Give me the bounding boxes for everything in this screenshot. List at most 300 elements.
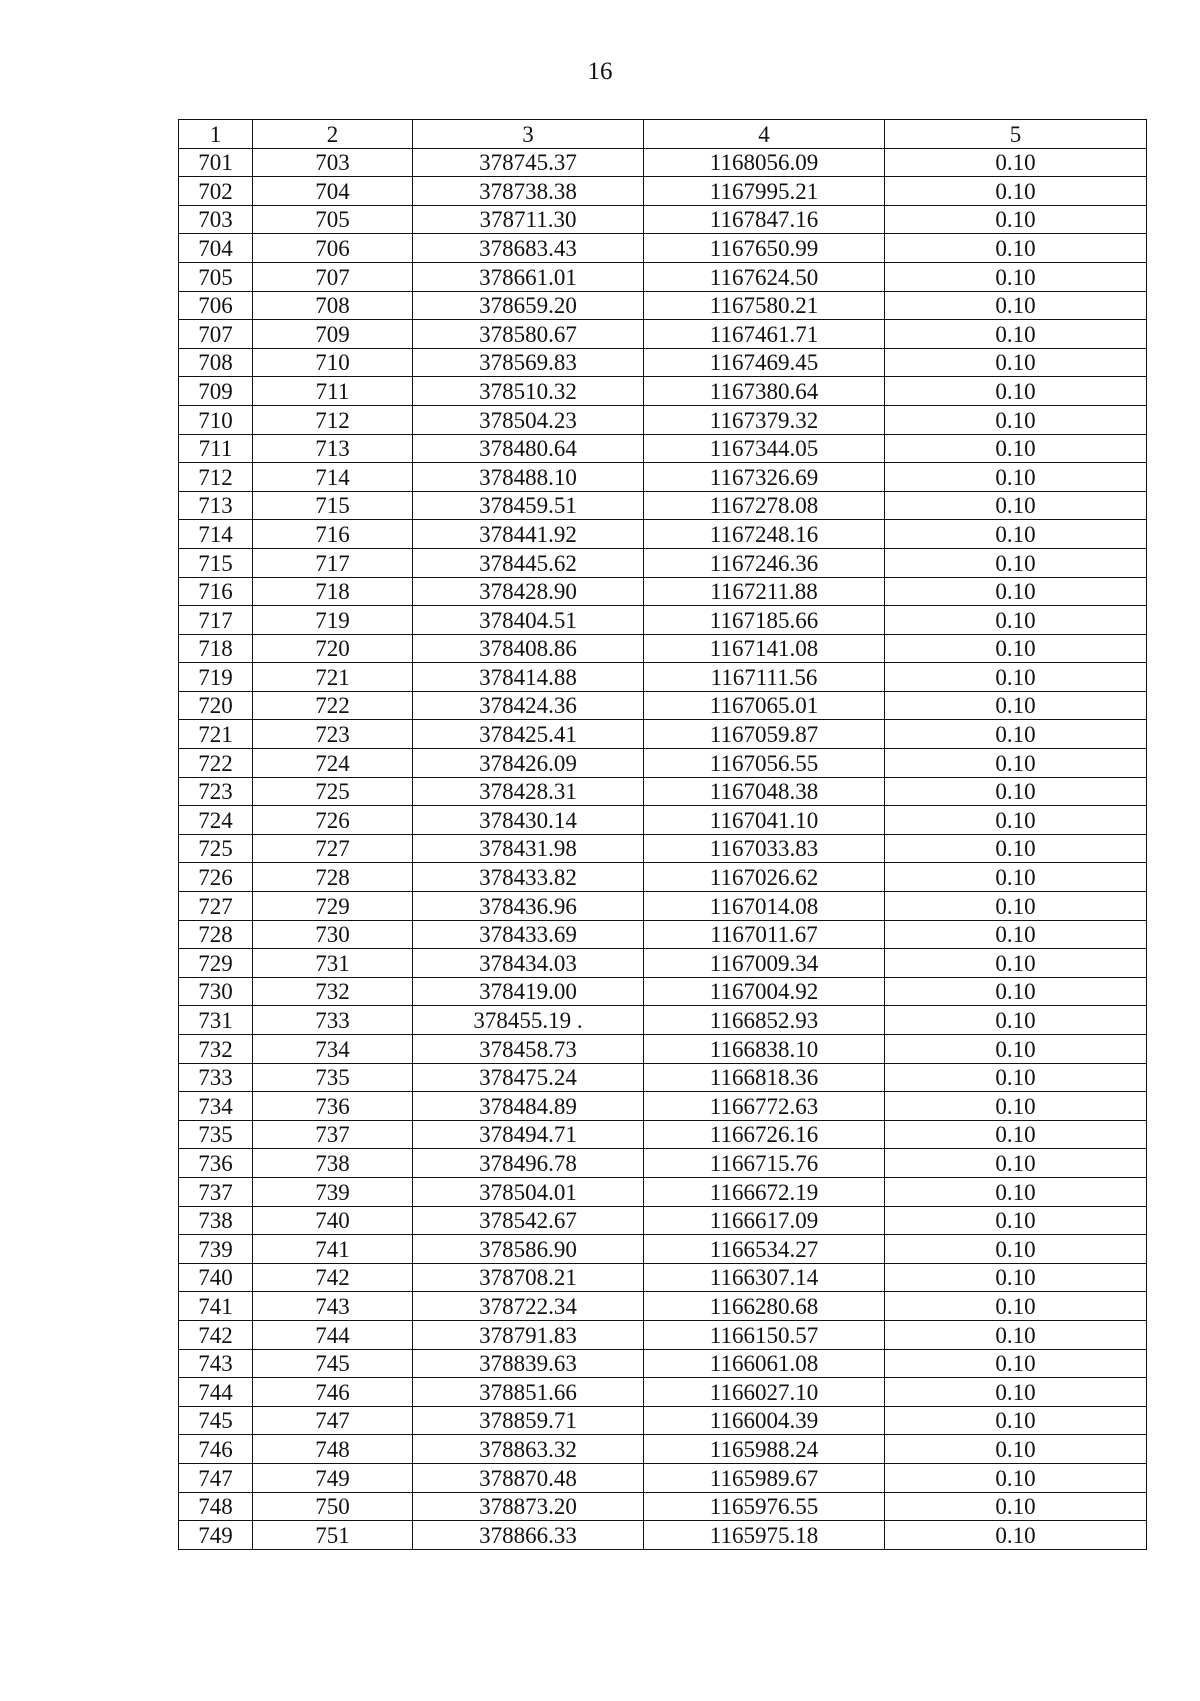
cell-row-number: 742 — [179, 1320, 253, 1349]
cell-x-coordinate: 378866.33 — [413, 1521, 644, 1550]
cell-row-number: 715 — [179, 548, 253, 577]
cell-row-number: 718 — [179, 634, 253, 663]
table-row — [179, 491, 1147, 520]
cell-y-coordinate: 1166726.16 — [644, 1120, 885, 1149]
cell-accuracy: 0.10 — [885, 1435, 1147, 1464]
table-row — [179, 520, 1147, 549]
cell-point-number: 718 — [253, 577, 413, 606]
cell-accuracy: 0.10 — [885, 1463, 1147, 1492]
cell-point-number: 705 — [253, 205, 413, 234]
cell-x-coordinate: 378484.89 — [413, 1092, 644, 1121]
cell-y-coordinate: 1167379.32 — [644, 405, 885, 434]
cell-point-number: 747 — [253, 1406, 413, 1435]
cell-x-coordinate: 378661.01 — [413, 262, 644, 291]
cell-point-number: 707 — [253, 262, 413, 291]
cell-y-coordinate: 1167056.55 — [644, 749, 885, 778]
table-row — [179, 777, 1147, 806]
cell-y-coordinate: 1167847.16 — [644, 205, 885, 234]
cell-x-coordinate: 378414.88 — [413, 663, 644, 692]
cell-y-coordinate: 1166150.57 — [644, 1320, 885, 1349]
cell-point-number: 750 — [253, 1492, 413, 1521]
cell-accuracy: 0.10 — [885, 491, 1147, 520]
cell-row-number: 741 — [179, 1292, 253, 1321]
table-row — [179, 834, 1147, 863]
cell-x-coordinate: 378488.10 — [413, 463, 644, 492]
table-row — [179, 1235, 1147, 1264]
cell-row-number: 744 — [179, 1378, 253, 1407]
cell-accuracy: 0.10 — [885, 892, 1147, 921]
cell-point-number: 742 — [253, 1263, 413, 1292]
cell-accuracy: 0.10 — [885, 205, 1147, 234]
cell-row-number: 738 — [179, 1206, 253, 1235]
table-row — [179, 1521, 1147, 1550]
cell-accuracy: 0.10 — [885, 806, 1147, 835]
cell-x-coordinate: 378708.21 — [413, 1263, 644, 1292]
table-row — [179, 1463, 1147, 1492]
table-row — [179, 577, 1147, 606]
cell-y-coordinate: 1165976.55 — [644, 1492, 885, 1521]
cell-x-coordinate: 378434.03 — [413, 949, 644, 978]
cell-row-number: 731 — [179, 1006, 253, 1035]
column-header-1: 1 — [179, 120, 253, 149]
cell-y-coordinate: 1167461.71 — [644, 320, 885, 349]
cell-x-coordinate: 378683.43 — [413, 234, 644, 263]
cell-row-number: 716 — [179, 577, 253, 606]
cell-y-coordinate: 1166534.27 — [644, 1235, 885, 1264]
cell-y-coordinate: 1167326.69 — [644, 463, 885, 492]
cell-y-coordinate: 1167278.08 — [644, 491, 885, 520]
cell-accuracy: 0.10 — [885, 320, 1147, 349]
table-row — [179, 1120, 1147, 1149]
cell-row-number: 735 — [179, 1120, 253, 1149]
cell-x-coordinate: 378459.51 — [413, 491, 644, 520]
cell-point-number: 744 — [253, 1320, 413, 1349]
cell-point-number: 738 — [253, 1149, 413, 1178]
table-row — [179, 863, 1147, 892]
cell-accuracy: 0.10 — [885, 1035, 1147, 1064]
cell-accuracy: 0.10 — [885, 1149, 1147, 1178]
cell-x-coordinate: 378659.20 — [413, 291, 644, 320]
cell-y-coordinate: 1165989.67 — [644, 1463, 885, 1492]
table-header — [179, 120, 1147, 149]
cell-accuracy: 0.10 — [885, 1378, 1147, 1407]
cell-row-number: 739 — [179, 1235, 253, 1264]
cell-row-number: 712 — [179, 463, 253, 492]
table-row — [179, 348, 1147, 377]
cell-y-coordinate: 1167211.88 — [644, 577, 885, 606]
cell-y-coordinate: 1166061.08 — [644, 1349, 885, 1378]
cell-x-coordinate: 378873.20 — [413, 1492, 644, 1521]
table-row — [179, 691, 1147, 720]
cell-point-number: 727 — [253, 834, 413, 863]
table-row — [179, 548, 1147, 577]
cell-accuracy: 0.10 — [885, 405, 1147, 434]
cell-accuracy: 0.10 — [885, 577, 1147, 606]
cell-row-number: 721 — [179, 720, 253, 749]
table-row — [179, 205, 1147, 234]
cell-x-coordinate: 378419.00 — [413, 977, 644, 1006]
cell-x-coordinate: 378569.83 — [413, 348, 644, 377]
column-header-4: 4 — [644, 120, 885, 149]
cell-y-coordinate: 1167026.62 — [644, 863, 885, 892]
cell-y-coordinate: 1167011.67 — [644, 920, 885, 949]
table-row — [179, 1035, 1147, 1064]
cell-x-coordinate: 378580.67 — [413, 320, 644, 349]
cell-x-coordinate: 378494.71 — [413, 1120, 644, 1149]
cell-x-coordinate: 378458.73 — [413, 1035, 644, 1064]
table-row — [179, 234, 1147, 263]
cell-row-number: 736 — [179, 1149, 253, 1178]
cell-x-coordinate: 378445.62 — [413, 548, 644, 577]
cell-accuracy: 0.10 — [885, 606, 1147, 635]
table-row — [179, 1320, 1147, 1349]
cell-x-coordinate: 378455.19 . — [413, 1006, 644, 1035]
cell-accuracy: 0.10 — [885, 434, 1147, 463]
cell-y-coordinate: 1167344.05 — [644, 434, 885, 463]
cell-accuracy: 0.10 — [885, 1349, 1147, 1378]
cell-x-coordinate: 378404.51 — [413, 606, 644, 635]
cell-accuracy: 0.10 — [885, 1235, 1147, 1264]
table-row — [179, 949, 1147, 978]
cell-x-coordinate: 378863.32 — [413, 1435, 644, 1464]
cell-row-number: 707 — [179, 320, 253, 349]
cell-accuracy: 0.10 — [885, 548, 1147, 577]
cell-y-coordinate: 1166280.68 — [644, 1292, 885, 1321]
cell-accuracy: 0.10 — [885, 520, 1147, 549]
cell-y-coordinate: 1167033.83 — [644, 834, 885, 863]
column-header-3: 3 — [413, 120, 644, 149]
table-row — [179, 892, 1147, 921]
cell-accuracy: 0.10 — [885, 1006, 1147, 1035]
column-header-2: 2 — [253, 120, 413, 149]
table-row — [179, 177, 1147, 206]
cell-x-coordinate: 378791.83 — [413, 1320, 644, 1349]
cell-accuracy: 0.10 — [885, 777, 1147, 806]
cell-y-coordinate: 1167469.45 — [644, 348, 885, 377]
cell-point-number: 736 — [253, 1092, 413, 1121]
cell-point-number: 721 — [253, 663, 413, 692]
cell-accuracy: 0.10 — [885, 1320, 1147, 1349]
cell-point-number: 745 — [253, 1349, 413, 1378]
cell-y-coordinate: 1166838.10 — [644, 1035, 885, 1064]
cell-x-coordinate: 378586.90 — [413, 1235, 644, 1264]
cell-accuracy: 0.10 — [885, 463, 1147, 492]
cell-point-number: 712 — [253, 405, 413, 434]
cell-accuracy: 0.10 — [885, 634, 1147, 663]
cell-y-coordinate: 1166004.39 — [644, 1406, 885, 1435]
cell-accuracy: 0.10 — [885, 177, 1147, 206]
column-header-5: 5 — [885, 120, 1147, 149]
cell-y-coordinate: 1166307.14 — [644, 1263, 885, 1292]
cell-point-number: 719 — [253, 606, 413, 635]
table-row — [179, 262, 1147, 291]
cell-point-number: 710 — [253, 348, 413, 377]
cell-y-coordinate: 1167580.21 — [644, 291, 885, 320]
cell-x-coordinate: 378504.01 — [413, 1177, 644, 1206]
table-row — [179, 749, 1147, 778]
cell-point-number: 728 — [253, 863, 413, 892]
cell-row-number: 708 — [179, 348, 253, 377]
cell-accuracy: 0.10 — [885, 834, 1147, 863]
cell-row-number: 702 — [179, 177, 253, 206]
cell-accuracy: 0.10 — [885, 1292, 1147, 1321]
table-row — [179, 1406, 1147, 1435]
cell-row-number: 734 — [179, 1092, 253, 1121]
cell-y-coordinate: 1165988.24 — [644, 1435, 885, 1464]
cell-y-coordinate: 1166852.93 — [644, 1006, 885, 1035]
cell-accuracy: 0.10 — [885, 291, 1147, 320]
cell-y-coordinate: 1167041.10 — [644, 806, 885, 835]
cell-x-coordinate: 378431.98 — [413, 834, 644, 863]
cell-row-number: 711 — [179, 434, 253, 463]
cell-point-number: 739 — [253, 1177, 413, 1206]
cell-accuracy: 0.10 — [885, 348, 1147, 377]
table-row — [179, 720, 1147, 749]
cell-accuracy: 0.10 — [885, 1521, 1147, 1550]
table-row — [179, 634, 1147, 663]
cell-x-coordinate: 378542.67 — [413, 1206, 644, 1235]
cell-accuracy: 0.10 — [885, 377, 1147, 406]
cell-row-number: 704 — [179, 234, 253, 263]
cell-y-coordinate: 1165975.18 — [644, 1521, 885, 1550]
cell-point-number: 732 — [253, 977, 413, 1006]
cell-x-coordinate: 378839.63 — [413, 1349, 644, 1378]
cell-x-coordinate: 378408.86 — [413, 634, 644, 663]
cell-accuracy: 0.10 — [885, 262, 1147, 291]
cell-y-coordinate: 1167009.34 — [644, 949, 885, 978]
cell-point-number: 704 — [253, 177, 413, 206]
cell-x-coordinate: 378475.24 — [413, 1063, 644, 1092]
cell-accuracy: 0.10 — [885, 920, 1147, 949]
table-row — [179, 405, 1147, 434]
cell-x-coordinate: 378738.38 — [413, 177, 644, 206]
cell-accuracy: 0.10 — [885, 749, 1147, 778]
cell-x-coordinate: 378424.36 — [413, 691, 644, 720]
cell-y-coordinate: 1167380.64 — [644, 377, 885, 406]
table-row — [179, 663, 1147, 692]
cell-y-coordinate: 1166818.36 — [644, 1063, 885, 1092]
cell-point-number: 740 — [253, 1206, 413, 1235]
cell-x-coordinate: 378496.78 — [413, 1149, 644, 1178]
cell-row-number: 737 — [179, 1177, 253, 1206]
cell-point-number: 708 — [253, 291, 413, 320]
cell-point-number: 713 — [253, 434, 413, 463]
cell-point-number: 749 — [253, 1463, 413, 1492]
cell-point-number: 731 — [253, 949, 413, 978]
cell-x-coordinate: 378711.30 — [413, 205, 644, 234]
cell-point-number: 733 — [253, 1006, 413, 1035]
cell-row-number: 714 — [179, 520, 253, 549]
cell-point-number: 716 — [253, 520, 413, 549]
cell-accuracy: 0.10 — [885, 234, 1147, 263]
table-row — [179, 1292, 1147, 1321]
cell-x-coordinate: 378745.37 — [413, 148, 644, 177]
cell-row-number: 745 — [179, 1406, 253, 1435]
cell-accuracy: 0.10 — [885, 863, 1147, 892]
cell-point-number: 703 — [253, 148, 413, 177]
cell-accuracy: 0.10 — [885, 1092, 1147, 1121]
cell-x-coordinate: 378870.48 — [413, 1463, 644, 1492]
cell-accuracy: 0.10 — [885, 720, 1147, 749]
cell-x-coordinate: 378504.23 — [413, 405, 644, 434]
cell-y-coordinate: 1168056.09 — [644, 148, 885, 177]
cell-point-number: 720 — [253, 634, 413, 663]
cell-x-coordinate: 378433.69 — [413, 920, 644, 949]
cell-x-coordinate: 378436.96 — [413, 892, 644, 921]
cell-row-number: 703 — [179, 205, 253, 234]
cell-accuracy: 0.10 — [885, 691, 1147, 720]
table-body — [179, 148, 1147, 1549]
cell-accuracy: 0.10 — [885, 1063, 1147, 1092]
cell-accuracy: 0.10 — [885, 663, 1147, 692]
cell-point-number: 751 — [253, 1521, 413, 1550]
table-row — [179, 977, 1147, 1006]
cell-row-number: 713 — [179, 491, 253, 520]
cell-y-coordinate: 1167111.56 — [644, 663, 885, 692]
cell-y-coordinate: 1166672.19 — [644, 1177, 885, 1206]
cell-y-coordinate: 1167248.16 — [644, 520, 885, 549]
table-row — [179, 1492, 1147, 1521]
table-row — [179, 320, 1147, 349]
cell-row-number: 710 — [179, 405, 253, 434]
cell-point-number: 722 — [253, 691, 413, 720]
cell-row-number: 732 — [179, 1035, 253, 1064]
cell-x-coordinate: 378480.64 — [413, 434, 644, 463]
cell-row-number: 740 — [179, 1263, 253, 1292]
cell-y-coordinate: 1167185.66 — [644, 606, 885, 635]
cell-row-number: 720 — [179, 691, 253, 720]
cell-point-number: 709 — [253, 320, 413, 349]
cell-y-coordinate: 1167141.08 — [644, 634, 885, 663]
cell-y-coordinate: 1167995.21 — [644, 177, 885, 206]
cell-row-number: 709 — [179, 377, 253, 406]
cell-x-coordinate: 378510.32 — [413, 377, 644, 406]
cell-row-number: 730 — [179, 977, 253, 1006]
cell-y-coordinate: 1167004.92 — [644, 977, 885, 1006]
cell-y-coordinate: 1166772.63 — [644, 1092, 885, 1121]
cell-y-coordinate: 1166617.09 — [644, 1206, 885, 1235]
cell-y-coordinate: 1167246.36 — [644, 548, 885, 577]
cell-accuracy: 0.10 — [885, 1492, 1147, 1521]
cell-point-number: 715 — [253, 491, 413, 520]
cell-row-number: 728 — [179, 920, 253, 949]
cell-row-number: 701 — [179, 148, 253, 177]
cell-y-coordinate: 1166715.76 — [644, 1149, 885, 1178]
cell-x-coordinate: 378722.34 — [413, 1292, 644, 1321]
cell-x-coordinate: 378426.09 — [413, 749, 644, 778]
cell-y-coordinate: 1167650.99 — [644, 234, 885, 263]
cell-row-number: 723 — [179, 777, 253, 806]
cell-accuracy: 0.10 — [885, 1177, 1147, 1206]
cell-point-number: 734 — [253, 1035, 413, 1064]
cell-y-coordinate: 1167014.08 — [644, 892, 885, 921]
table-row — [179, 1435, 1147, 1464]
table-row — [179, 1263, 1147, 1292]
cell-row-number: 743 — [179, 1349, 253, 1378]
cell-row-number: 749 — [179, 1521, 253, 1550]
cell-row-number: 706 — [179, 291, 253, 320]
table-row — [179, 1378, 1147, 1407]
cell-point-number: 741 — [253, 1235, 413, 1264]
table-row — [179, 291, 1147, 320]
table-row — [179, 806, 1147, 835]
table-row — [179, 606, 1147, 635]
table-row — [179, 463, 1147, 492]
cell-x-coordinate: 378428.31 — [413, 777, 644, 806]
table-row — [179, 1092, 1147, 1121]
table-row — [179, 920, 1147, 949]
table-row — [179, 1349, 1147, 1378]
cell-x-coordinate: 378430.14 — [413, 806, 644, 835]
cell-row-number: 724 — [179, 806, 253, 835]
cell-y-coordinate: 1167059.87 — [644, 720, 885, 749]
cell-point-number: 737 — [253, 1120, 413, 1149]
cell-accuracy: 0.10 — [885, 148, 1147, 177]
cell-x-coordinate: 378859.71 — [413, 1406, 644, 1435]
page-number: 16 — [587, 58, 613, 85]
cell-y-coordinate: 1167048.38 — [644, 777, 885, 806]
cell-row-number: 717 — [179, 606, 253, 635]
table-row — [179, 1063, 1147, 1092]
table-row — [179, 1006, 1147, 1035]
cell-point-number: 711 — [253, 377, 413, 406]
cell-point-number: 714 — [253, 463, 413, 492]
cell-accuracy: 0.10 — [885, 1120, 1147, 1149]
cell-point-number: 723 — [253, 720, 413, 749]
cell-row-number: 719 — [179, 663, 253, 692]
cell-row-number: 729 — [179, 949, 253, 978]
cell-accuracy: 0.10 — [885, 977, 1147, 1006]
cell-x-coordinate: 378428.90 — [413, 577, 644, 606]
table-row — [179, 434, 1147, 463]
cell-point-number: 735 — [253, 1063, 413, 1092]
cell-row-number: 748 — [179, 1492, 253, 1521]
cell-row-number: 705 — [179, 262, 253, 291]
cell-y-coordinate: 1166027.10 — [644, 1378, 885, 1407]
cell-point-number: 726 — [253, 806, 413, 835]
cell-point-number: 724 — [253, 749, 413, 778]
cell-row-number: 747 — [179, 1463, 253, 1492]
cell-accuracy: 0.10 — [885, 949, 1147, 978]
cell-point-number: 730 — [253, 920, 413, 949]
table-row — [179, 1149, 1147, 1178]
cell-x-coordinate: 378425.41 — [413, 720, 644, 749]
cell-row-number: 722 — [179, 749, 253, 778]
table-row — [179, 377, 1147, 406]
cell-point-number: 717 — [253, 548, 413, 577]
cell-row-number: 725 — [179, 834, 253, 863]
cell-row-number: 733 — [179, 1063, 253, 1092]
table-row — [179, 1177, 1147, 1206]
cell-x-coordinate: 378433.82 — [413, 863, 644, 892]
cell-row-number: 727 — [179, 892, 253, 921]
cell-x-coordinate: 378441.92 — [413, 520, 644, 549]
cell-y-coordinate: 1167065.01 — [644, 691, 885, 720]
cell-x-coordinate: 378851.66 — [413, 1378, 644, 1407]
cell-accuracy: 0.10 — [885, 1406, 1147, 1435]
cell-accuracy: 0.10 — [885, 1263, 1147, 1292]
cell-point-number: 706 — [253, 234, 413, 263]
cell-point-number: 748 — [253, 1435, 413, 1464]
coordinates-table — [178, 119, 1147, 1550]
cell-accuracy: 0.10 — [885, 1206, 1147, 1235]
cell-point-number: 729 — [253, 892, 413, 921]
cell-y-coordinate: 1167624.50 — [644, 262, 885, 291]
table-row — [179, 148, 1147, 177]
cell-row-number: 746 — [179, 1435, 253, 1464]
cell-row-number: 726 — [179, 863, 253, 892]
cell-point-number: 725 — [253, 777, 413, 806]
